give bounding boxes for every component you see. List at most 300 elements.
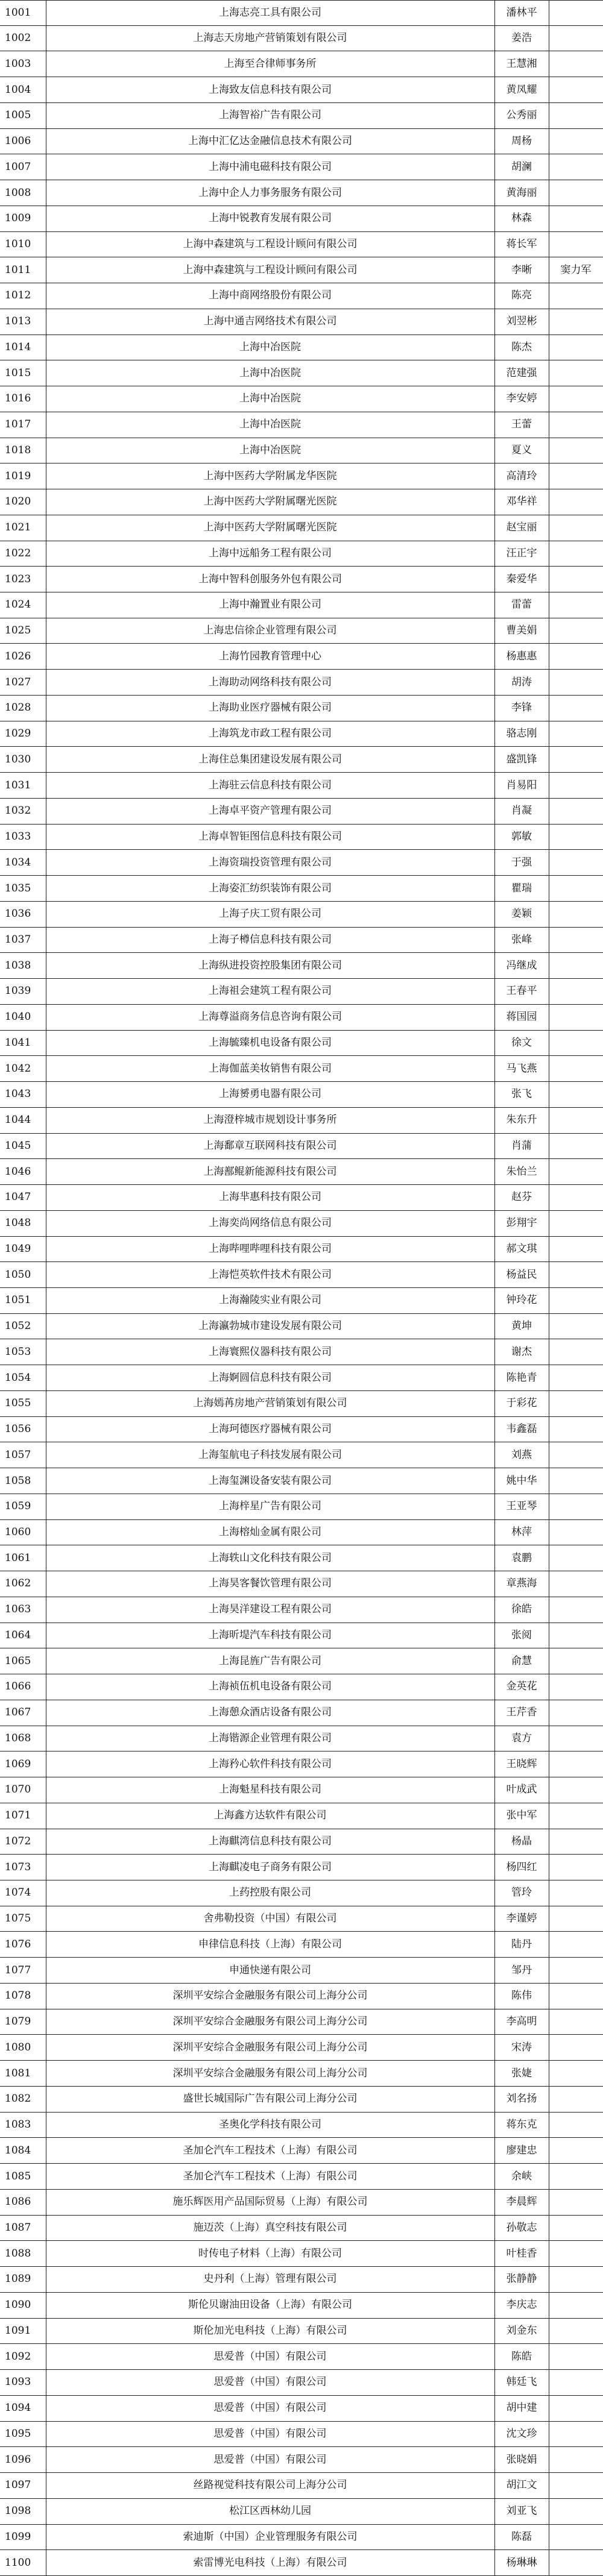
table-row	[0, 1803, 603, 1829]
note-cell	[549, 489, 603, 515]
company-name: 深圳平安综合金融服务有限公司上海分公司	[172, 2015, 368, 2028]
company-name: 上海鑫方达软件有限公司	[213, 1809, 327, 1822]
table-row	[0, 773, 603, 799]
row-number: 1006	[5, 135, 31, 148]
person-name: 杨晶	[511, 1835, 532, 1847]
row-number: 1079	[5, 2015, 31, 2028]
note-cell	[549, 515, 603, 541]
row-number: 1059	[5, 1500, 31, 1513]
person-name: 杨琳琳	[506, 2556, 537, 2569]
company-name: 上海憩众酒店设备有限公司	[209, 1706, 332, 1719]
row-number: 1034	[5, 856, 31, 869]
note-cell	[549, 360, 603, 386]
row-number: 1098	[5, 2505, 31, 2518]
company-name: 丝路视觉科技有限公司上海分公司	[193, 2479, 347, 2492]
company-name: 上海昕堤汽车科技有限公司	[209, 1629, 332, 1641]
row-number: 1068	[5, 1732, 31, 1744]
person-name: 李晨辉	[506, 2196, 537, 2208]
note-cell	[549, 77, 603, 102]
row-number: 1086	[5, 2196, 31, 2208]
row-number: 1028	[5, 702, 31, 714]
person-name: 曹美娟	[506, 624, 537, 637]
company-name: 上海寰熙仪器科技有限公司	[209, 1345, 332, 1358]
company-name: 上海梓星广告有限公司	[219, 1500, 321, 1513]
row-number: 1048	[5, 1217, 31, 1230]
person-name: 张阅	[511, 1629, 532, 1641]
row-number: 1046	[5, 1165, 31, 1178]
note-cell	[549, 1932, 603, 1958]
row-number: 1081	[5, 2067, 31, 2079]
table-row	[0, 1623, 603, 1649]
company-name: 上海中企人力事务服务有限公司	[198, 186, 342, 199]
company-name: 索迪斯（中国）企业管理服务有限公司	[183, 2530, 358, 2543]
table-row	[0, 1442, 603, 1468]
note-cell	[549, 2035, 603, 2060]
row-number: 1067	[5, 1706, 31, 1719]
company-name: 上海伽蓝美妆销售有限公司	[209, 1062, 332, 1075]
person-name: 雷蕾	[511, 598, 532, 611]
row-number: 1012	[5, 289, 31, 302]
person-name: 赵宝丽	[506, 521, 537, 534]
person-name: 于彩花	[506, 1397, 537, 1410]
table-row	[0, 1674, 603, 1700]
person-name: 黄凤耀	[506, 83, 537, 96]
table-row	[0, 670, 603, 696]
company-name: 上海卓智钜图信息科技有限公司	[198, 831, 342, 843]
company-name: 上海嫣苒房地产营销策划有限公司	[193, 1397, 347, 1410]
company-name: 斯伦贝谢油田设备（上海）有限公司	[188, 2299, 352, 2311]
note-cell	[549, 2370, 603, 2395]
company-name: 上海竹园教育管理中心	[219, 650, 321, 662]
person-name: 李晰	[511, 263, 532, 276]
note-cell	[549, 1237, 603, 1262]
company-name: 上海中冶医院	[239, 366, 301, 379]
table-row	[0, 902, 603, 928]
table-row	[0, 2525, 603, 2551]
table-row	[0, 1108, 603, 1134]
row-number: 1018	[5, 444, 31, 456]
person-name: 袁方	[511, 1732, 532, 1744]
company-name: 上海子樽信息科技有限公司	[209, 933, 332, 946]
person-name: 范建强	[506, 366, 537, 379]
note-cell	[549, 1777, 603, 1803]
person-name: 肖易阳	[506, 779, 537, 791]
person-name: 汪正宇	[506, 547, 537, 559]
company-name: 上海至合律师事务所	[224, 57, 317, 70]
row-number: 1087	[5, 2221, 31, 2234]
person-name: 夏义	[511, 444, 532, 456]
note-cell	[549, 206, 603, 231]
table-row	[0, 2473, 603, 2499]
person-name: 张晓娟	[506, 2453, 537, 2466]
company-name: 上海卓平资产管理有限公司	[209, 805, 332, 817]
person-name: 王春平	[506, 985, 537, 997]
table-row	[0, 2422, 603, 2448]
company-name: 上海中冶医院	[239, 392, 301, 405]
row-number: 1080	[5, 2041, 31, 2053]
note-cell	[549, 1108, 603, 1133]
person-name: 胡江文	[506, 2479, 537, 2492]
note-cell	[549, 825, 603, 850]
person-name: 孙敬志	[506, 2221, 537, 2234]
table-row	[0, 257, 603, 283]
note-cell	[549, 876, 603, 901]
table-row	[0, 2370, 603, 2396]
note-cell	[549, 1, 603, 25]
table-row	[0, 2087, 603, 2113]
table-row	[0, 1031, 603, 1057]
person-name: 张婕	[511, 2067, 532, 2079]
company-name: 上海锴源企业管理有限公司	[209, 1732, 332, 1744]
row-number: 1096	[5, 2453, 31, 2466]
note-cell	[549, 618, 603, 644]
note-cell	[549, 232, 603, 257]
person-name: 陈亮	[511, 289, 532, 302]
row-number: 1052	[5, 1320, 31, 1333]
note-cell	[549, 412, 603, 438]
person-name: 李谨婷	[506, 1912, 537, 1925]
company-name: 圣加仑汽车工程技术（上海）有限公司	[183, 2144, 358, 2157]
table-row	[0, 2113, 603, 2138]
table-row	[0, 1082, 603, 1108]
table-row	[0, 51, 603, 77]
note-cell	[549, 309, 603, 335]
row-number: 1053	[5, 1345, 31, 1358]
person-name: 肖凝	[511, 805, 532, 817]
company-name: 上海住总集团建设发展有限公司	[198, 753, 342, 765]
table-row	[0, 2550, 603, 2576]
note-cell	[549, 1597, 603, 1623]
person-name: 钟玲花	[506, 1294, 537, 1307]
row-number: 1033	[5, 831, 31, 843]
row-number: 1095	[5, 2427, 31, 2440]
row-number: 1088	[5, 2247, 31, 2260]
table-row	[0, 1339, 603, 1365]
company-name: 上海中通吉网络技术有限公司	[203, 315, 337, 328]
table-row	[0, 2344, 603, 2370]
table-row	[0, 2499, 603, 2525]
person-name: 林森	[511, 212, 532, 225]
table-row	[0, 154, 603, 180]
person-name: 郝文琪	[506, 1242, 537, 1255]
company-name: 上海中冶医院	[239, 444, 301, 456]
note-cell	[549, 1571, 603, 1597]
row-number: 1041	[5, 1036, 31, 1049]
table-row	[0, 979, 603, 1005]
table-row	[0, 360, 603, 386]
table-row	[0, 928, 603, 953]
row-number: 1074	[5, 1886, 31, 1899]
table-row	[0, 1417, 603, 1443]
person-name: 高清玲	[506, 470, 537, 482]
row-number: 1093	[5, 2376, 31, 2389]
company-name: 思爱普（中国）有限公司	[213, 2402, 327, 2414]
row-number: 1004	[5, 83, 31, 96]
row-number: 1032	[5, 805, 31, 817]
person-name: 李庆志	[506, 2299, 537, 2311]
person-name: 胡中建	[506, 2402, 537, 2414]
table-row	[0, 2447, 603, 2473]
note-cell	[549, 1494, 603, 1519]
row-number: 1055	[5, 1397, 31, 1410]
company-name: 上海中医药大学附属曙光医院	[203, 495, 337, 508]
person-name: 潘林平	[506, 6, 537, 19]
row-number: 1030	[5, 753, 31, 765]
person-name: 徐皓	[511, 1603, 532, 1616]
table-row	[0, 232, 603, 258]
row-number: 1036	[5, 908, 31, 920]
note-cell	[549, 2319, 603, 2344]
row-number: 1092	[5, 2350, 31, 2363]
note-cell	[549, 180, 603, 206]
table-row	[0, 2164, 603, 2190]
row-number: 1009	[5, 212, 31, 225]
person-name: 邹丹	[511, 1964, 532, 1976]
person-name: 王晓辉	[506, 1758, 537, 1770]
row-number: 1039	[5, 985, 31, 997]
person-name: 袁鹏	[511, 1551, 532, 1564]
note-cell	[549, 721, 603, 747]
table-row	[0, 2319, 603, 2345]
person-name: 刘亚飞	[506, 2505, 537, 2518]
table-row	[0, 1237, 603, 1263]
company-name: 上海祯伍机电设备有限公司	[209, 1680, 332, 1693]
company-name: 舍弗勒投资（中国）有限公司	[203, 1912, 337, 1925]
row-number: 1002	[5, 32, 31, 45]
table-row	[0, 2293, 603, 2319]
table-row	[0, 747, 603, 773]
table-row	[0, 2216, 603, 2241]
company-name: 上海中商网络股份有限公司	[209, 289, 332, 302]
note-cell: 窦力军	[560, 263, 592, 276]
table-row	[0, 1056, 603, 1082]
company-name: 上海纵进投资控股集团有限公司	[198, 959, 342, 972]
person-name: 蒋东克	[506, 2119, 537, 2131]
table-row	[0, 825, 603, 850]
person-name: 徐文	[511, 1036, 532, 1049]
note-cell	[549, 1185, 603, 1210]
company-name: 上海芈惠科技有限公司	[219, 1191, 321, 1204]
note-cell	[549, 1545, 603, 1571]
company-name: 思爱普（中国）有限公司	[213, 2453, 327, 2466]
row-number: 1076	[5, 1938, 31, 1950]
person-name: 王亚琴	[506, 1500, 537, 1513]
company-name: 上海婀圆信息科技有限公司	[209, 1371, 332, 1384]
person-name: 宋涛	[511, 2041, 532, 2053]
person-name: 邓华祥	[506, 495, 537, 508]
company-name: 上海姿汇纺织装饰有限公司	[209, 882, 332, 894]
row-number: 1005	[5, 109, 31, 122]
table-row	[0, 799, 603, 825]
note-cell	[549, 1648, 603, 1674]
company-name: 申律信息科技（上海）有限公司	[198, 1938, 342, 1950]
company-name: 上海中汇亿达金融信息技术有限公司	[188, 135, 352, 148]
table-row	[0, 2396, 603, 2422]
table-row	[0, 1005, 603, 1031]
company-name: 上海哔哩哔哩科技有限公司	[209, 1242, 332, 1255]
table-row	[0, 1984, 603, 2009]
row-number: 1001	[5, 6, 31, 19]
person-name: 谢杰	[511, 1345, 532, 1358]
note-cell	[549, 1880, 603, 1906]
row-number: 1025	[5, 624, 31, 637]
person-name: 章燕海	[506, 1577, 537, 1590]
note-cell	[549, 953, 603, 978]
table-row	[0, 1751, 603, 1777]
company-name: 上海毓臻机电设备有限公司	[209, 1036, 332, 1049]
person-name: 瞿瑞	[511, 882, 532, 894]
note-cell	[549, 2087, 603, 2112]
company-name: 上海驻云信息科技有限公司	[209, 779, 332, 791]
row-number: 1073	[5, 1861, 31, 1873]
note-cell	[549, 670, 603, 695]
company-name: 上海忠信徐企业管理有限公司	[203, 624, 337, 637]
person-name: 刘燕	[511, 1448, 532, 1461]
table-row	[0, 1520, 603, 1546]
table-row	[0, 335, 603, 361]
company-name: 盛世长城国际广告有限公司上海分公司	[183, 2093, 358, 2105]
company-name: 上海中森建筑与工程设计顾问有限公司	[183, 263, 358, 276]
table-row	[0, 1571, 603, 1597]
row-number: 1100	[5, 2556, 31, 2569]
company-name: 上海中远船务工程有限公司	[209, 547, 332, 559]
row-number: 1090	[5, 2299, 31, 2311]
table-row	[0, 1545, 603, 1571]
row-number: 1056	[5, 1423, 31, 1436]
company-name: 史丹利（上海）管理有限公司	[203, 2273, 337, 2285]
table-row	[0, 1777, 603, 1803]
row-number: 1020	[5, 495, 31, 508]
row-number: 1075	[5, 1912, 31, 1925]
note-cell	[549, 129, 603, 154]
person-name: 陈磊	[511, 2530, 532, 2543]
table-row	[0, 850, 603, 876]
company-name: 深圳平安综合金融服务有限公司上海分公司	[172, 2041, 368, 2053]
company-name: 上海中瀚置业有限公司	[219, 598, 321, 611]
row-number: 1063	[5, 1603, 31, 1616]
row-number: 1014	[5, 341, 31, 353]
table-row	[0, 1134, 603, 1160]
row-number: 1091	[5, 2324, 31, 2337]
person-name: 姚中华	[506, 1474, 537, 1487]
note-cell	[549, 2499, 603, 2524]
row-number: 1044	[5, 1114, 31, 1126]
row-number: 1040	[5, 1011, 31, 1023]
person-name: 陈艳青	[506, 1371, 537, 1384]
row-number: 1049	[5, 1242, 31, 1255]
table-row	[0, 953, 603, 979]
row-number: 1070	[5, 1783, 31, 1796]
note-cell	[549, 541, 603, 567]
note-cell	[549, 2550, 603, 2575]
row-number: 1045	[5, 1139, 31, 1152]
note-cell	[549, 51, 603, 77]
person-name: 骆志刚	[506, 727, 537, 740]
company-name: 上海玺航电子科技发展有限公司	[198, 1448, 342, 1461]
table-row	[0, 1726, 603, 1752]
company-name: 松江区西林幼儿园	[229, 2505, 311, 2518]
row-number: 1097	[5, 2479, 31, 2492]
row-number: 1023	[5, 573, 31, 585]
note-cell	[549, 2473, 603, 2498]
table-row	[0, 2061, 603, 2087]
row-number: 1026	[5, 650, 31, 662]
person-name: 陈伟	[511, 1990, 532, 2002]
company-name: 上海助动网络科技有限公司	[209, 676, 332, 688]
note-cell	[549, 2293, 603, 2318]
company-name: 上海中医药大学附属龙华医院	[203, 470, 337, 482]
note-cell	[549, 2138, 603, 2163]
person-name: 彭翔宇	[506, 1217, 537, 1230]
person-name: 胡澜	[511, 160, 532, 173]
note-cell	[549, 438, 603, 463]
person-name: 张飞	[511, 1088, 532, 1101]
note-cell	[549, 2241, 603, 2266]
person-name: 韦鑫磊	[506, 1423, 537, 1436]
note-cell	[549, 2396, 603, 2421]
company-name: 索雷博光电科技（上海）有限公司	[193, 2556, 347, 2569]
person-name: 王蕾	[511, 418, 532, 431]
note-cell	[549, 799, 603, 824]
company-name: 上海瀛勃城市建设发展有限公司	[198, 1320, 342, 1333]
company-name: 上海麒凌电子商务有限公司	[209, 1861, 332, 1873]
row-number: 1084	[5, 2144, 31, 2157]
note-cell	[549, 1339, 603, 1365]
note-cell	[549, 386, 603, 412]
table-row	[0, 77, 603, 103]
table-row	[0, 438, 603, 464]
company-name: 上海鄯鲲新能源科技有限公司	[203, 1165, 337, 1178]
company-name: 上海中冶医院	[239, 341, 301, 353]
company-name: 施迈茨（上海）真空科技有限公司	[193, 2221, 347, 2234]
company-name: 上海瀚陵实业有限公司	[219, 1294, 321, 1307]
note-cell	[549, 1211, 603, 1236]
table-row	[0, 1314, 603, 1340]
table-row	[0, 618, 603, 644]
note-cell	[549, 2113, 603, 2138]
company-name: 上海致友信息科技有限公司	[209, 83, 332, 96]
company-name: 上海志天房地产营销策划有限公司	[193, 32, 347, 45]
row-number: 1043	[5, 1088, 31, 1101]
company-name: 上海中锐教育发展有限公司	[209, 212, 332, 225]
company-name: 上海赟勇电器有限公司	[219, 1088, 321, 1101]
note-cell	[549, 696, 603, 721]
table-row	[0, 515, 603, 541]
row-number: 1047	[5, 1191, 31, 1204]
note-cell	[549, 567, 603, 592]
table-row	[0, 2138, 603, 2164]
table-row	[0, 2035, 603, 2061]
person-name: 李锋	[511, 702, 532, 714]
note-cell	[549, 1082, 603, 1107]
table-row	[0, 2009, 603, 2035]
table-row	[0, 592, 603, 618]
person-name: 李安婷	[506, 392, 537, 405]
table-row	[0, 1391, 603, 1417]
row-number: 1099	[5, 2530, 31, 2543]
row-number: 1094	[5, 2402, 31, 2414]
company-name: 思爱普（中国）有限公司	[213, 2376, 327, 2389]
table-row	[0, 541, 603, 567]
person-name: 陈杰	[511, 341, 532, 353]
company-name: 上海昆旌广告有限公司	[219, 1654, 321, 1667]
company-name: 上海子庆工贸有限公司	[219, 908, 321, 920]
company-name: 上海珂德医疗器械有限公司	[209, 1423, 332, 1436]
person-name: 周杨	[511, 135, 532, 148]
row-number: 1013	[5, 315, 31, 328]
company-name: 上海奕尚网络信息有限公司	[209, 1217, 332, 1230]
person-name: 余峡	[511, 2170, 532, 2182]
